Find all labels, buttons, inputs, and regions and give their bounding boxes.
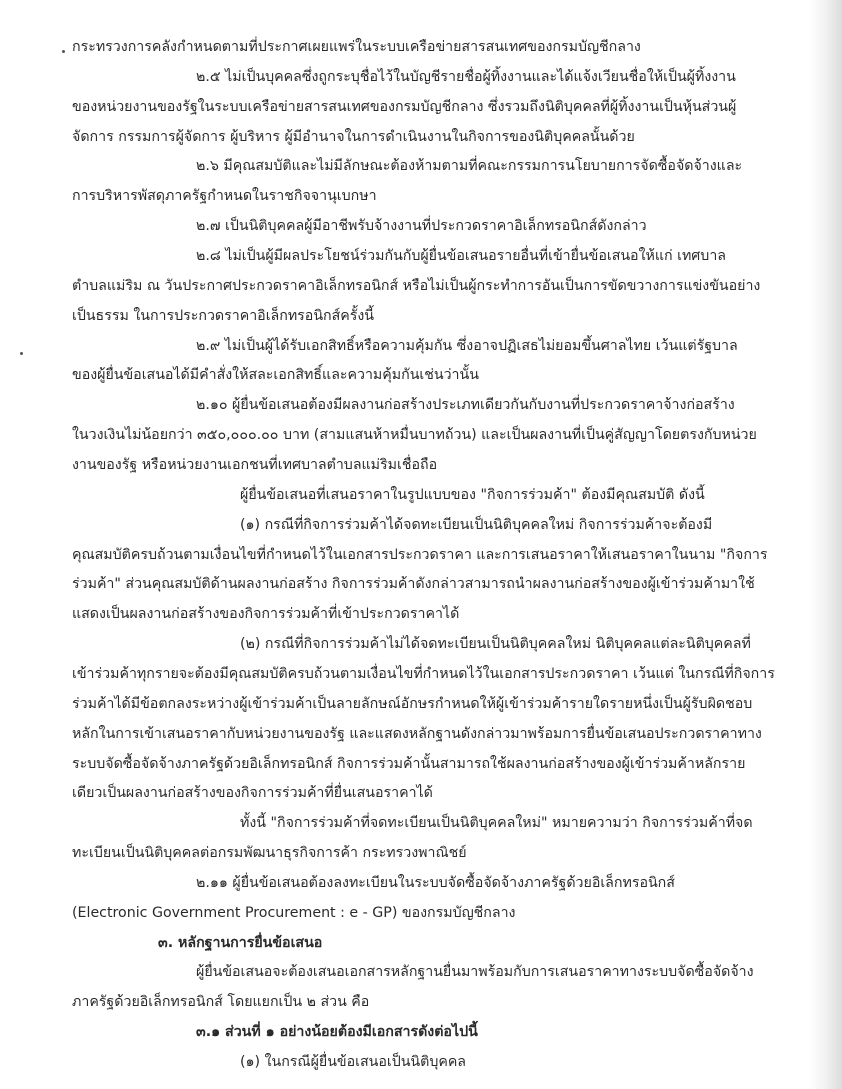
- scan-speck: [20, 352, 23, 355]
- text-line: ร่วมค้าได้มีข้อตกลงระหว่างผู้เข้าร่วมค้าเป็นลายลักษณ์อักษรกำหนดให้ผู้เข้าร่วมค้ารายใดรายหนึ่งเป็นผู้รับผิดชอบ: [72, 695, 753, 712]
- joint-venture-case-1: (๑) กรณีที่กิจการร่วมค้าได้จดทะเบียนเป็นนิติบุคคลใหม่ กิจการร่วมค้าจะต้องมี: [240, 516, 713, 533]
- text-line: ของผู้ยื่นข้อเสนอได้มีคำสั่งให้สละเอกสิทธิ์และความคุ้มกันเช่นว่านั้น: [72, 367, 479, 384]
- joint-venture-intro: ผู้ยื่นข้อเสนอที่เสนอราคาในรูปแบบของ "กิจการร่วมค้า" ต้องมีคุณสมบัติ ดังนี้: [240, 486, 705, 503]
- definition-note: ทั้งนี้ "กิจการร่วมค้าที่จดทะเบียนเป็นนิติบุคคลใหม่" หมายความว่า กิจการร่วมค้าที่จด: [240, 815, 753, 832]
- joint-venture-case-2: (๒) กรณีที่กิจการร่วมค้าไม่ได้จดทะเบียนเป็นนิติบุคคลใหม่ นิติบุคคลแต่ละนิติบุคคลที่: [240, 636, 751, 653]
- clause-2-10: ๒.๑๐ ผู้ยื่นข้อเสนอต้องมีผลงานก่อสร้างประเภทเดียวกันกับงานที่ประกวดราคาจ้างก่อสร้าง: [196, 397, 735, 414]
- text-line: การบริหารพัสดุภาครัฐกำหนดในราชกิจจานุเบกษา: [72, 188, 377, 205]
- text-line: งานของรัฐ หรือหน่วยงานเอกชนที่เทศบาลตำบลแม่ริมเชื่อถือ: [72, 456, 438, 473]
- text-line: ของหน่วยงานของรัฐในระบบเครือข่ายสารสนเทศของกรมบัญชีกลาง ซึ่งรวมถึงนิติบุคคลที่ผู้ทิ้งงานเป็นหุ้นส่วนผู้: [72, 98, 737, 115]
- text-line: เดียวเป็นผลงานก่อสร้างของกิจการร่วมค้าที่ยื่นเสนอราคาได้: [72, 785, 433, 802]
- text-line: ร่วมค้า" ส่วนคุณสมบัติด้านผลงานก่อสร้าง กิจการร่วมค้าดังกล่าวสามารถนำผลงานก่อสร้างของผู้เข้าร่วมค้ามาใช้: [72, 576, 755, 593]
- clause-2-11: ๒.๑๑ ผู้ยื่นข้อเสนอต้องลงทะเบียนในระบบจัดซื้อจัดจ้างภาครัฐด้วยอิเล็กทรอนิกส์: [196, 874, 675, 891]
- clause-2-9: ๒.๙ ไม่เป็นผู้ได้รับเอกสิทธิ์หรือความคุ้มกัน ซึ่งอาจปฏิเสธไม่ยอมขึ้นศาลไทย เว้นแต่รัฐบาล: [196, 337, 738, 354]
- text-line: ภาครัฐด้วยอิเล็กทรอนิกส์ โดยแยกเป็น ๒ ส่วน คือ: [72, 994, 370, 1011]
- text-line: เป็นธรรม ในการประกวดราคาอิเล็กทรอนิกส์ครั้งนี้: [72, 307, 375, 324]
- section-3-heading: ๓. หลักฐานการยื่นข้อเสนอ: [158, 934, 323, 951]
- clause-2-7: ๒.๗ เป็นนิติบุคคลผู้มีอาชีพรับจ้างงานที่ประกวดราคาอิเล็กทรอนิกส์ดังกล่าว: [196, 218, 647, 235]
- clause-2-6: ๒.๖ มีคุณสมบัติและไม่มีลักษณะต้องห้ามตามที่คณะกรรมการนโยบายการจัดซื้อจัดจ้างและ: [196, 158, 743, 175]
- text-line: คุณสมบัติครบถ้วนตามเงื่อนไขที่กำหนดไว้ในเอกสารประกวดราคา และการเสนอราคาให้เสนอราคาในนาม "กิจการ: [72, 546, 768, 563]
- clause-2-8: ๒.๘ ไม่เป็นผู้มีผลประโยชน์ร่วมกันกับผู้ยื่นข้อเสนอรายอื่นที่เข้ายื่นข้อเสนอให้แก่ เทศบาล: [196, 248, 726, 264]
- text-line: จัดการ กรรมการผู้จัดการ ผู้บริหาร ผู้มีอำนาจในการดำเนินงานในกิจการของนิติบุคคลนั้นด้วย: [72, 128, 635, 145]
- text-line: ทะเบียนเป็นนิติบุคคลต่อกรมพัฒนาธุรกิจการค้า กระทรวงพาณิชย์: [72, 845, 467, 861]
- text-line: ในวงเงินไม่น้อยกว่า ๓๕๐,๐๐๐.๐๐ บาท (สามแสนห้าหมื่นบาทถ้วน) และเป็นผลงานที่เป็นคู่สัญญาโดยตรงกับหน่วย: [72, 427, 757, 444]
- text-line: ระบบจัดซื้อจัดจ้างภาครัฐด้วยอิเล็กทรอนิกส์ กิจการร่วมค้านั้นสามารถใช้ผลงานก่อสร้างของผู้เข้าร่วมค้าหลักราย: [72, 755, 746, 772]
- scan-speck: [62, 50, 65, 53]
- section-3-1-heading: ๓.๑ ส่วนที่ ๑ อย่างน้อยต้องมีเอกสารดังต่อไปนี้: [196, 1024, 478, 1041]
- clause-2-5: ๒.๕ ไม่เป็นบุคคลซึ่งถูกระบุชื่อไว้ในบัญชีรายชื่อผู้ทิ้งงานและได้แจ้งเวียนชื่อให้เป็นผู้ทิ้งงาน: [196, 68, 736, 85]
- text-line: กระทรวงการคลังกำหนดตามที่ประกาศเผยแพร่ในระบบเครือข่ายสารสนเทศของกรมบัญชีกลาง: [72, 39, 641, 55]
- text-line: (Electronic Government Procurement : e - GP) ของกรมบัญชีกลาง: [72, 904, 516, 921]
- text-line: ตำบลแม่ริม ณ วันประกาศประกวดราคาอิเล็กทรอนิกส์ หรือไม่เป็นผู้กระทำการอันเป็นการขัดขวางการแข่งขันอย่าง: [72, 277, 761, 294]
- text-line: แสดงเป็นผลงานก่อสร้างของกิจการร่วมค้าที่เข้าประกวดราคาได้: [72, 606, 460, 623]
- text-line: เข้าร่วมค้าทุกรายจะต้องมีคุณสมบัติครบถ้วนตามเงื่อนไขที่กำหนดไว้ในเอกสารประกวดราคา เว้นแต่ ในกรณีที่กิจการ: [72, 665, 775, 682]
- section-3-text: ผู้ยื่นข้อเสนอจะต้องเสนอเอกสารหลักฐานยื่นมาพร้อมกับการเสนอราคาทางระบบจัดซื้อจัดจ้าง: [196, 964, 754, 981]
- section-3-1-item-1: (๑) ในกรณีผู้ยื่นข้อเสนอเป็นนิติบุคคล: [240, 1054, 467, 1070]
- text-line: หลักในการเข้าเสนอราคากับหน่วยงานของรัฐ และแสดงหลักฐานดังกล่าวมาพร้อมการยื่นข้อเสนอประกวดราคาทาง: [72, 725, 762, 742]
